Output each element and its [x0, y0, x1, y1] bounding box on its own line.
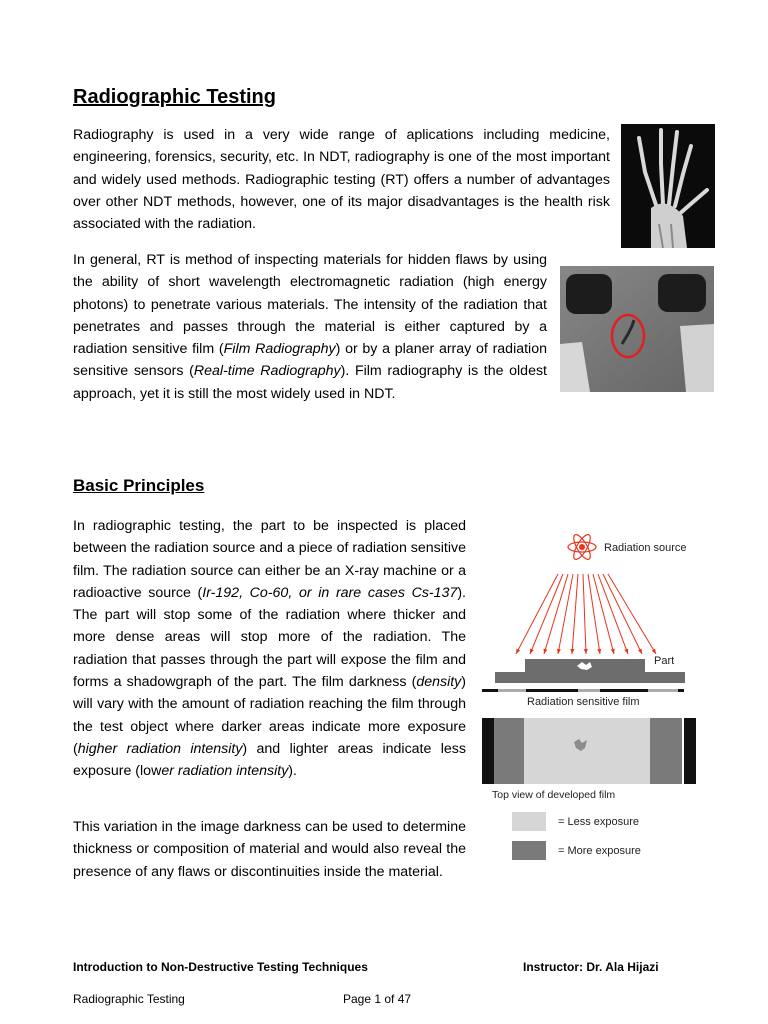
ray [558, 574, 573, 654]
legend-less-label: = Less exposure [558, 816, 640, 828]
ray [530, 574, 563, 654]
ray [583, 574, 586, 654]
ray [516, 574, 558, 654]
ray [572, 574, 578, 654]
radiation-source-icon [568, 532, 596, 561]
footer-section: Radiographic Testing [73, 992, 185, 1006]
page-title: Radiographic Testing [73, 86, 276, 108]
footer-instructor: Instructor: Dr. Ala Hijazi [523, 960, 659, 974]
developed-film-top-view [482, 718, 696, 784]
ray [608, 574, 656, 654]
ray-arrowhead [530, 649, 534, 654]
ray [588, 574, 600, 654]
footer-page-number: Page 1 of 47 [343, 992, 412, 1006]
ray [544, 574, 568, 654]
variation-paragraph: This variation in the image darkness can be used to determine thickness or composition of material and would also reveal the presence of any flaws or discontinuities inside the material. [73, 819, 466, 880]
topview-label: Top view of developed film [492, 789, 616, 801]
ray [593, 574, 614, 654]
casting-radiograph-image [560, 266, 714, 392]
ray-arrowhead [652, 649, 656, 654]
ray-arrowhead [611, 649, 615, 654]
rt-paragraph: In general, RT is method of inspecting materials for hidden flaws by using the ability of short wavelength electromagnetic radiation (high energy photons) to penetrate various materials. The intensity of the radiation that penetrates and passes through the material is either captured by a radiation sensitive film (Film Radiography) or by a planer array of radiation sensitive sensors (Real-time Radiography). Film radiography is the oldest approach, yet it is still the most widely used in NDT. [73, 252, 548, 402]
ray-arrowhead [584, 649, 588, 654]
ray [598, 574, 628, 654]
ray [603, 574, 642, 654]
ray-arrowhead [570, 649, 574, 654]
film-label: Radiation sensitive film [527, 696, 640, 708]
radiography-diagram [478, 522, 708, 872]
principles-paragraph: In radiographic testing, the part to be inspected is placed between the radiation source and a piece of radiation sensitive film. The radiation source can either be an X-ray machine or a radioactive source (Ir-192, Co-60, or in rare cases Cs-137). The part will stop some of the radiation where thicker and more dense areas will stop more of the radiation. The radiation that passes through the part will expose the film and forms a shadowgraph of the part. The film darkness (density) will vary with the amount of radiation reaching the film through the test object where darker areas indicate more exposure (higher radiation intensity) and lighter areas indicate less exposure (lower radiation intensity). [73, 518, 466, 780]
part-base [495, 672, 685, 683]
part-label: Part [654, 655, 675, 667]
hand-xray-image [621, 124, 715, 248]
section-heading-basic-principles: Basic Principles [73, 476, 205, 495]
ray-arrowhead [544, 649, 548, 654]
ray-arrowhead [638, 649, 642, 654]
intro-paragraph: Radiography is used in a very wide range of aplications including medicine, engineering, forensics, security, etc. In NDT, radiography is one of the most important and widely used methods. Radiographic testing (RT) offers a number of advantages over other NDT methods, however, one of its major disadvantages is the health risk associated with the radiation. [73, 127, 610, 233]
footer-course: Introduction to Non-Destructive Testing Techniques [73, 960, 368, 974]
legend-more-label: = More exposure [558, 845, 641, 857]
radiation-rays [516, 574, 656, 654]
ray-arrowhead [516, 649, 520, 654]
ray-arrowhead [624, 649, 628, 654]
ray-arrowhead [597, 649, 601, 654]
legend-less-swatch [512, 812, 546, 831]
ray-arrowhead [557, 649, 561, 654]
source-label: Radiation source [604, 542, 687, 554]
legend-more-swatch [512, 841, 546, 860]
